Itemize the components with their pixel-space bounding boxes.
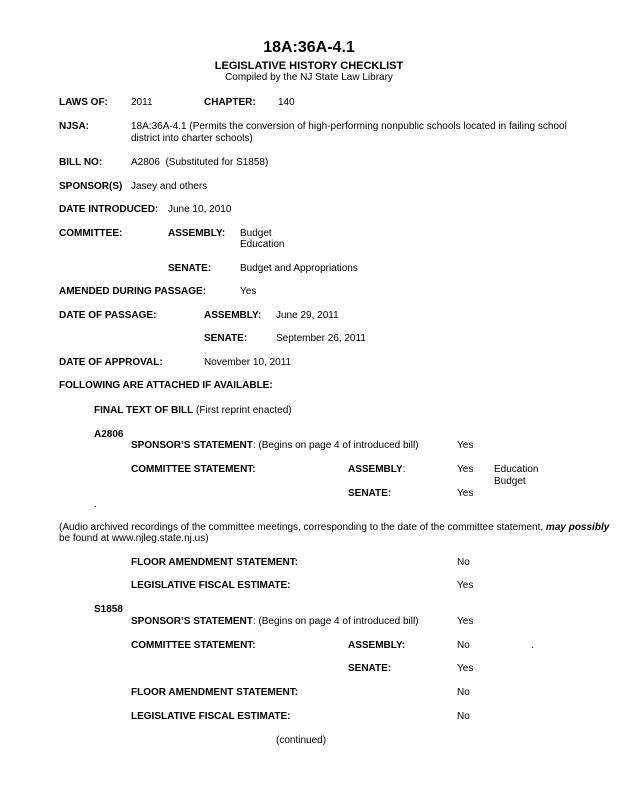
s1858-senate-value: Yes: [457, 663, 474, 674]
a2806-senate-label: SENATE:: [348, 488, 392, 499]
bill-a2806-label: A2806: [94, 429, 124, 440]
bill-no-label: BILL NO:: [59, 157, 103, 168]
a2806-sponsor-label: SPONSOR’S STATEMENT: [131, 440, 253, 451]
laws-of-label: LAWS OF:: [59, 97, 108, 108]
passage-label: DATE OF PASSAGE:: [59, 310, 157, 321]
continued-footer: (continued): [276, 735, 327, 746]
committee-assembly-value: Budget: [240, 228, 272, 239]
chapter-label: CHAPTER:: [204, 97, 256, 108]
a2806-senate-value: Yes: [457, 488, 474, 499]
sponsors-value: Jasey and others: [131, 181, 208, 192]
stray-mark: .: [531, 640, 534, 651]
s1858-sponsor-value: Yes: [457, 616, 474, 627]
compiled-by-line: Compiled by the NJ State Law Library: [225, 72, 393, 83]
a2806-fiscal-label: LEGISLATIVE FISCAL ESTIMATE:: [131, 580, 291, 591]
s1858-fiscal-label: LEGISLATIVE FISCAL ESTIMATE:: [131, 711, 291, 722]
committee-senate-label: SENATE:: [168, 263, 212, 274]
s1858-sponsor-note: : (Begins on page 4 of introduced bill): [252, 616, 419, 627]
s1858-floor-label: FLOOR AMENDMENT STATEMENT:: [131, 687, 299, 698]
sponsors-label: SPONSOR(S): [59, 181, 123, 192]
a2806-assembly-value: Yes: [457, 464, 474, 475]
final-text-note: (First reprint enacted): [196, 405, 292, 416]
audio-note-emphasis: may possibly: [545, 522, 610, 533]
audio-note-line2: be found at www.njleg.state.nj.us): [59, 533, 209, 544]
s1858-assembly-value: No: [457, 640, 470, 651]
passage-senate-value: September 26, 2011: [276, 333, 366, 344]
a2806-assembly-committee: Budget: [494, 476, 526, 487]
committee-senate-value: Budget and Appropriations: [240, 263, 358, 274]
passage-assembly-label: ASSEMBLY:: [204, 310, 262, 321]
a2806-floor-label: FLOOR AMENDMENT STATEMENT:: [131, 557, 299, 568]
bill-no-value: A2806 (Substituted for S1858): [131, 157, 269, 168]
page-subtitle: LEGISLATIVE HISTORY CHECKLIST: [214, 60, 404, 72]
committee-assembly-value: Education: [240, 239, 285, 250]
page-title: 18A:36A-4.1: [263, 39, 355, 56]
laws-of-value: 2011: [131, 97, 153, 108]
njsa-value: 18A:36A-4.1 (Permits the conversion of high-performing nonpublic schools located in failing school district into charter schools): [131, 121, 567, 144]
s1858-committee-label: COMMITTEE STATEMENT:: [131, 640, 256, 651]
a2806-assembly-label: ASSEMBLY: [348, 464, 403, 475]
date-introduced-label: DATE INTRODUCED:: [59, 204, 159, 215]
audio-note-text: (Audio archived recordings of the committee meetings, corresponding to the date of the committee statement,: [59, 522, 546, 533]
passage-senate-label: SENATE:: [204, 333, 248, 344]
s1858-senate-label: SENATE:: [348, 663, 392, 674]
a2806-assembly-colon: :: [402, 464, 406, 475]
chapter-value: 140: [278, 97, 295, 108]
final-text-label: FINAL TEXT OF BILL: [94, 405, 194, 416]
s1858-sponsor-label: SPONSOR’S STATEMENT: [131, 616, 253, 627]
a2806-committee-label: COMMITTEE STATEMENT:: [131, 464, 256, 475]
amended-value: Yes: [240, 286, 257, 297]
s1858-sponsor-line: [131, 616, 419, 628]
approval-label: DATE OF APPROVAL:: [59, 357, 163, 368]
a2806-assembly-committee: Education: [494, 464, 539, 475]
passage-assembly-value: June 29, 2011: [276, 310, 339, 321]
s1858-assembly-label: ASSEMBLY:: [348, 640, 406, 651]
attached-heading: FOLLOWING ARE ATTACHED IF AVAILABLE:: [59, 380, 273, 391]
approval-value: November 10, 2011: [204, 357, 292, 368]
s1858-floor-value: No: [457, 687, 470, 698]
a2806-fiscal-value: Yes: [457, 580, 474, 591]
a2806-sponsor-line: [131, 440, 419, 452]
a2806-sponsor-note: : (Begins on page 4 of introduced bill): [252, 440, 419, 451]
a2806-assembly-line: [348, 464, 405, 476]
a2806-sponsor-value: Yes: [457, 440, 474, 451]
amended-label: AMENDED DURING PASSAGE:: [59, 286, 207, 297]
njsa-label: NJSA:: [59, 121, 90, 132]
stray-mark: .: [94, 499, 97, 510]
committee-label: COMMITTEE:: [59, 228, 123, 239]
date-introduced-value: June 10, 2010: [168, 204, 232, 215]
a2806-floor-value: No: [457, 557, 470, 568]
final-text-line: [94, 405, 292, 417]
bill-s1858-label: S1858: [94, 604, 123, 615]
committee-assembly-label: ASSEMBLY:: [168, 228, 226, 239]
s1858-fiscal-value: No: [457, 711, 470, 722]
